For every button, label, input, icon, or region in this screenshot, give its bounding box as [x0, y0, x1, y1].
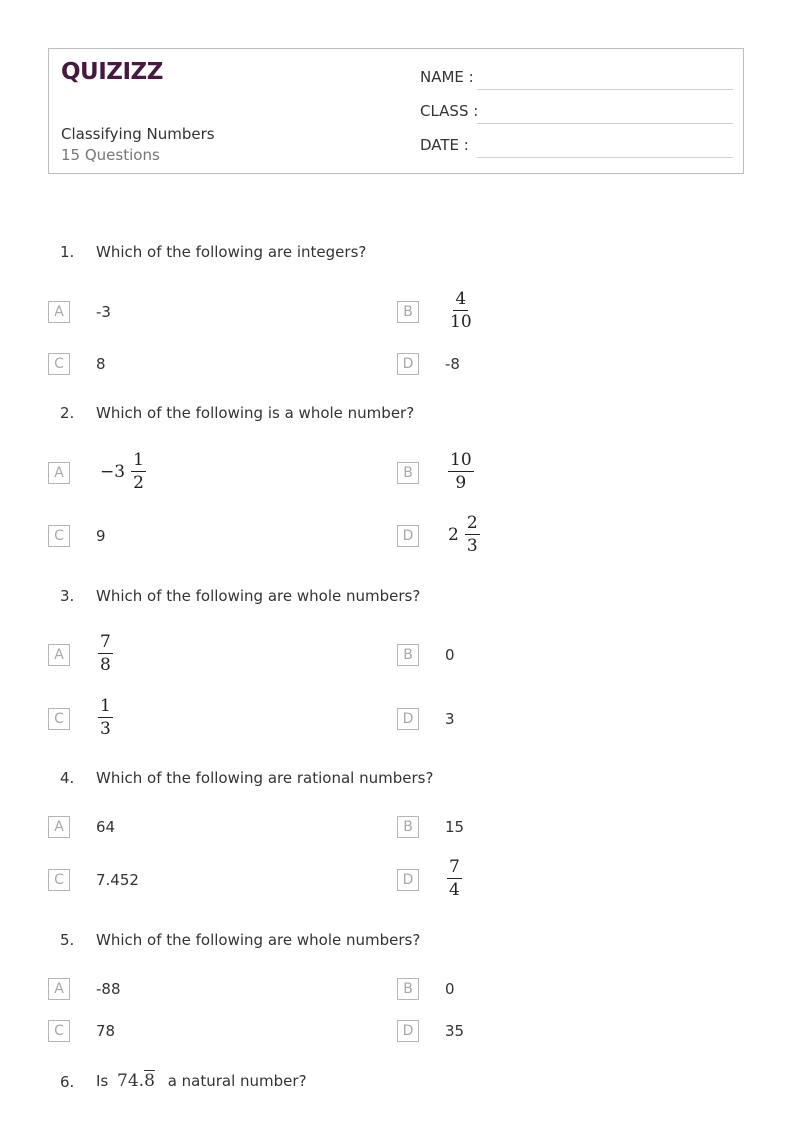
fraction-numerator: 4 [455, 289, 467, 309]
option-letter[interactable]: A [48, 301, 70, 323]
question-text: Which of the following are whole numbers? [96, 931, 421, 949]
option-letter[interactable]: C [48, 353, 70, 375]
question-number: 3. [60, 587, 75, 605]
option-letter[interactable]: C [48, 708, 70, 730]
option-letter[interactable]: D [397, 353, 419, 375]
option-letter[interactable]: A [48, 816, 70, 838]
option-text: -8 [445, 355, 460, 373]
fraction-denominator: 9 [455, 473, 467, 493]
option-letter[interactable]: D [397, 1020, 419, 1042]
question-number: 1. [60, 243, 75, 261]
option-letter[interactable]: C [48, 869, 70, 891]
option-mixed-number [448, 512, 480, 557]
option-letter[interactable]: A [48, 462, 70, 484]
option-letter[interactable]: C [48, 525, 70, 547]
option-text: -88 [96, 980, 121, 998]
decimal-base: 74. [117, 1071, 145, 1091]
option-mixed-number [100, 449, 146, 494]
mixed-whole: −3 [100, 461, 126, 482]
option-fraction [448, 449, 474, 494]
fraction-denominator: 8 [100, 655, 111, 675]
option-letter[interactable]: B [397, 816, 419, 838]
question-text: Which of the following are rational numbers? [96, 769, 434, 787]
option-text: 0 [445, 646, 455, 664]
date-label: DATE : [420, 136, 469, 154]
mixed-whole: 2 [448, 524, 459, 545]
fraction-numerator: 7 [449, 857, 460, 877]
option-text: 9 [96, 527, 106, 545]
option-text: 35 [445, 1022, 465, 1040]
option-fraction [447, 856, 462, 901]
name-line[interactable] [477, 89, 733, 90]
question-text [96, 1071, 307, 1091]
option-text: 15 [445, 818, 465, 836]
question-text-before: Is [96, 1072, 109, 1090]
option-text: 3 [445, 710, 455, 728]
decimal-repeat: 8 [144, 1071, 155, 1091]
option-fraction [448, 288, 474, 333]
question-count: 15 Questions [61, 146, 160, 164]
fraction-numerator: 1 [100, 696, 111, 716]
question-number: 4. [60, 769, 75, 787]
option-text: 7.452 [96, 871, 139, 889]
fraction-numerator: 2 [466, 513, 478, 533]
fraction-denominator: 3 [100, 719, 111, 739]
worksheet-header [48, 48, 744, 174]
option-letter[interactable]: C [48, 1020, 70, 1042]
repeating-decimal [117, 1071, 155, 1091]
class-line[interactable] [477, 123, 733, 124]
option-letter[interactable]: B [397, 462, 419, 484]
worksheet-title: Classifying Numbers [61, 125, 215, 143]
option-letter[interactable]: D [397, 708, 419, 730]
option-text: 64 [96, 818, 116, 836]
option-letter[interactable]: B [397, 301, 419, 323]
option-fraction [98, 631, 113, 676]
option-text: -3 [96, 303, 111, 321]
option-letter[interactable]: B [397, 978, 419, 1000]
option-text: 0 [445, 980, 455, 998]
question-text: Which of the following are whole numbers? [96, 587, 421, 605]
question-text: Which of the following is a whole number? [96, 404, 415, 422]
question-text: Which of the following are integers? [96, 243, 367, 261]
question-number: 5. [60, 931, 75, 949]
quizizz-logo: QUIZIZZ [61, 59, 163, 85]
option-text: 8 [96, 355, 106, 373]
question-text-after: a natural number? [167, 1072, 307, 1090]
option-letter[interactable]: A [48, 978, 70, 1000]
fraction-numerator: 10 [450, 450, 472, 470]
fraction-denominator: 2 [133, 473, 144, 493]
fraction-denominator: 3 [466, 536, 478, 556]
option-letter[interactable]: D [397, 525, 419, 547]
question-number: 6. [60, 1073, 75, 1091]
fraction-denominator: 4 [449, 880, 460, 900]
option-text: 78 [96, 1022, 116, 1040]
class-label: CLASS : [420, 102, 479, 120]
option-fraction [98, 695, 113, 740]
fraction-denominator: 10 [450, 312, 472, 332]
option-letter[interactable]: D [397, 869, 419, 891]
fraction-numerator: 7 [100, 632, 111, 652]
option-letter[interactable]: A [48, 644, 70, 666]
date-line[interactable] [477, 157, 733, 158]
question-number: 2. [60, 404, 75, 422]
option-letter[interactable]: B [397, 644, 419, 666]
name-label: NAME : [420, 68, 474, 86]
fraction-numerator: 1 [133, 450, 144, 470]
